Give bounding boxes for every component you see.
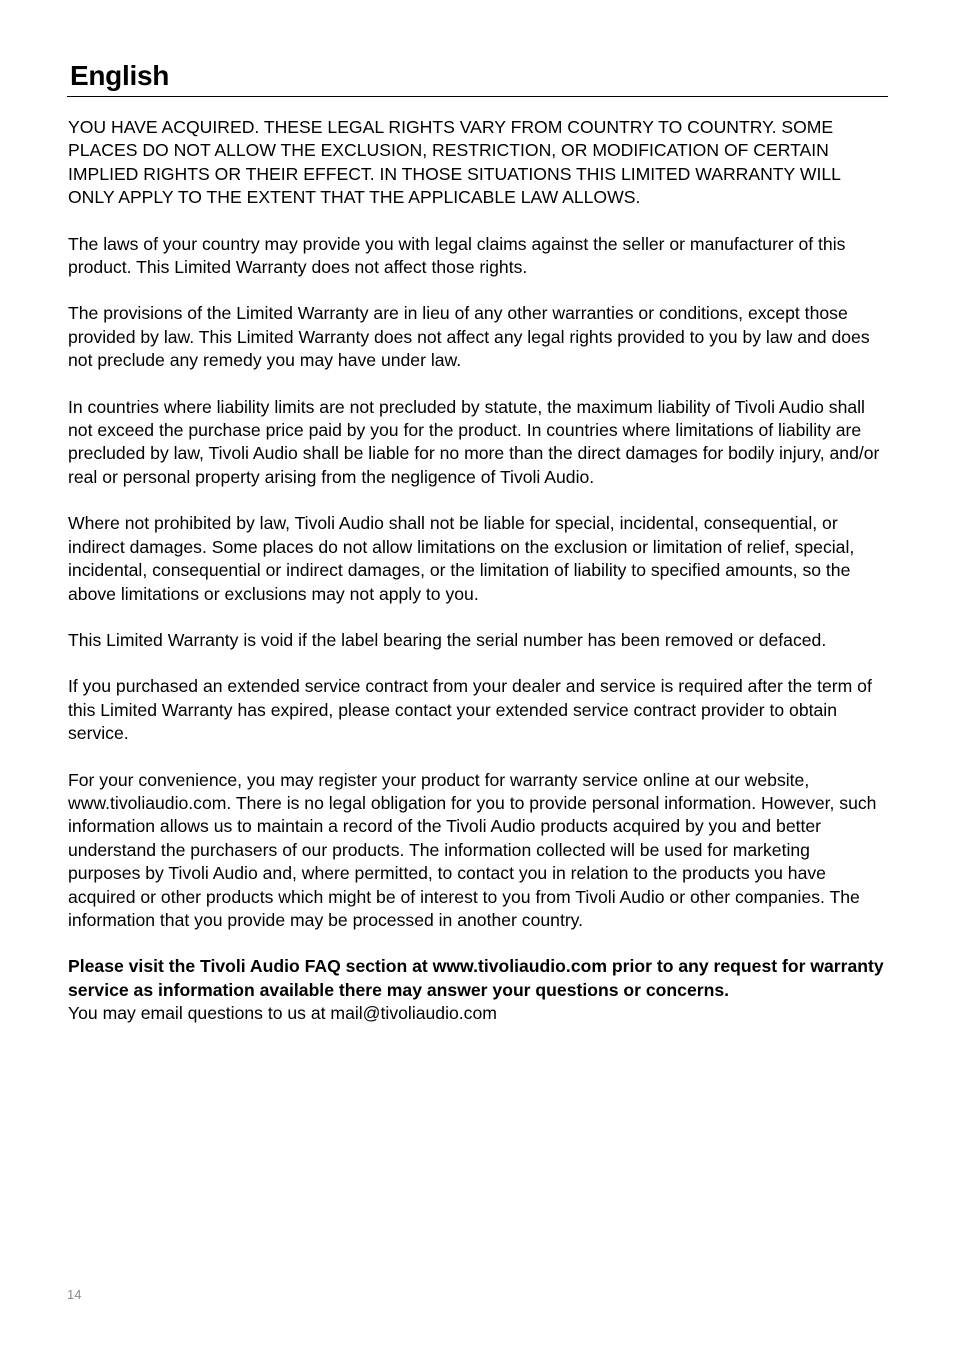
paragraph-faq-notice — [68, 955, 884, 1025]
email-notice: You may email questions to us at mail@tivoliaudio.com — [68, 1003, 497, 1024]
paragraph-liability-limits: In countries where liability limits are not precluded by statute, the maximum liability of Tivoli Audio shall not exceed the purchase price paid by you for the product. In countries where limitations of liability are precluded by law, Tivoli Audio shall be liable for no more than the direct damages for bodily injury, and/or real or personal property arising from the negligence of Tivoli Audio. — [68, 396, 880, 487]
paragraph-damages: Where not prohibited by law, Tivoli Audio shall not be liable for special, incidental, consequential, or indirect damages. Some places do not allow limitations on the exclusion or limitation of relief, special, incidental, consequential or indirect damages, or the limitation of liability to specified amounts, so the above limitations or exclusions may not apply to you. — [68, 513, 855, 604]
page-header — [67, 58, 888, 97]
paragraph-provisions: The provisions of the Limited Warranty are in lieu of any other warranties or conditions, except those provided by law. This Limited Warranty does not affect any legal rights provided to you by law and does not preclude any remedy you may have under law. — [68, 303, 870, 371]
page-title: English — [70, 60, 170, 91]
page-number: 14 — [67, 1287, 82, 1302]
paragraph-void-warranty: This Limited Warranty is void if the label bearing the serial number has been removed or defaced. — [68, 629, 827, 650]
paragraph-legal-rights: YOU HAVE ACQUIRED. THESE LEGAL RIGHTS VARY FROM COUNTRY TO COUNTRY. SOME PLACES DO NOT ALLOW THE EXCLUSION, RESTRICTION, OR MODIFICATION OF CERTAIN IMPLIED RIGHTS OR THEIR EFFECT. IN THOSE SITUATIONS THIS LIMITED WARRANTY WILL ONLY APPLY TO THE EXTENT THAT THE APPLICABLE LAW ALLOWS. — [68, 117, 841, 208]
faq-notice-bold: Please visit the Tivoli Audio FAQ section at www.tivoliaudio.com prior to any request for warranty service as information available there may answer your questions or concerns. — [68, 956, 884, 1000]
paragraph-extended-service: If you purchased an extended service contract from your dealer and service is required after the term of this Limited Warranty has expired, please contact your extended service contract provider to obtain service. — [68, 676, 872, 744]
paragraph-registration: For your convenience, you may register your product for warranty service online at our website, www.tivoliaudio.com. There is no legal obligation for you to provide personal information. However, such information allows us to maintain a record of the Tivoli Audio products acquired by you and better understand the purchasers of our products. The information collected will be used for marketing purposes by Tivoli Audio and, where permitted, to contact you in relation to the products you have acquired or other products which might be of interest to you from Tivoli Audio or other companies. The information that you provide may be processed in another country. — [68, 769, 877, 930]
document-body — [68, 116, 884, 1049]
paragraph-country-laws: The laws of your country may provide you with legal claims against the seller or manufacturer of this product. This Limited Warranty does not affect those rights. — [68, 233, 846, 278]
